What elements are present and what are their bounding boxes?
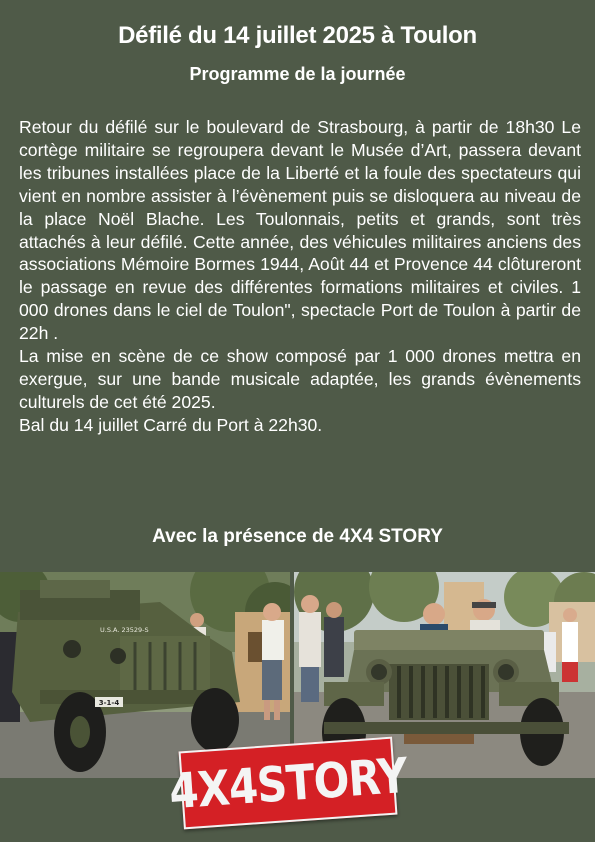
presence-heading: Avec la présence de 4X4 STORY	[152, 526, 443, 547]
page-title: Défilé du 14 juillet 2025 à Toulon	[118, 22, 477, 49]
vehicle-marking: U.S.A. 23529-S	[100, 626, 149, 634]
page-subtitle: Programme de la journée	[189, 64, 406, 84]
logo-text: 4X4STORY	[167, 746, 409, 820]
program-paragraph: Retour du défilé sur le boulevard de Strasbourg, à partir de 18h30 Le cortège militaire se regroupera devant le Musée d’Art, passera devant les tribunes installées place de la Liberté et la foule des spectateurs qui vient en nombre assister à l’évènement puis se disloquera au niveau de la place Noël Blache. Les Toulonnais, petits et grands, sont très attachés à leur défilé. Cette année, des véhicules militaires anciens des associations Mémoire Bormes 1944, Août 44 et Provence 44 clôtureront le passage en revue des différentes formations militaires et civiles. 1 000 drones dans le ciel de Toulon", spectacle Port de Toulon à partir de 22h .	[19, 117, 581, 344]
program-paragraph: La mise en scène de ce show composé par 1 000 drones mettra en exergue, sur une bande musicale adaptée, les grands évènements culturels de cet été 2025.	[19, 346, 581, 412]
4x4-story-logo	[167, 737, 409, 830]
front-number: 3-1-4	[98, 699, 120, 707]
program-text	[19, 116, 581, 437]
program-paragraph: Bal du 14 juillet Carré du Port à 22h30.	[19, 414, 323, 435]
